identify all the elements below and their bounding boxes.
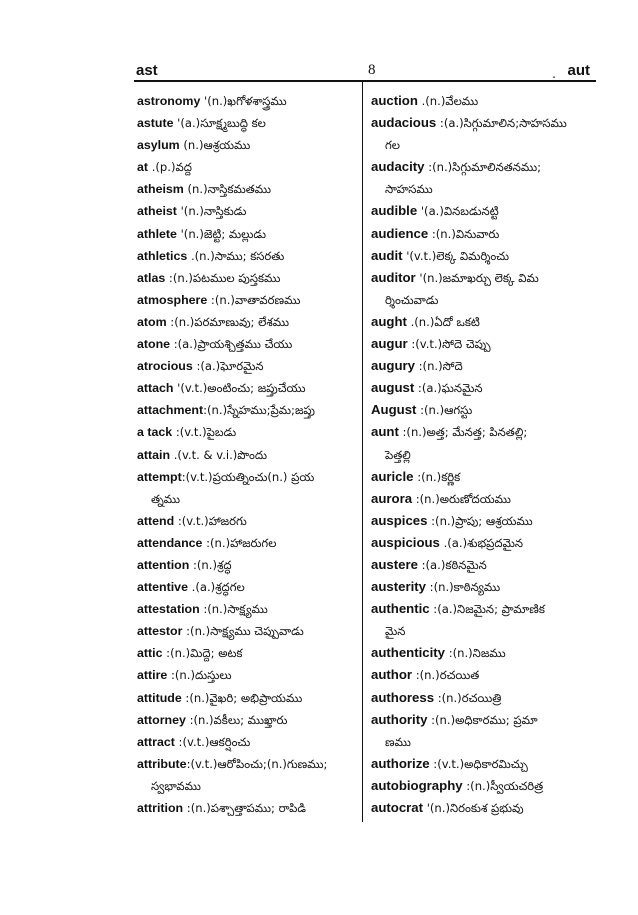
entry-headword: atone [137,337,171,352]
dictionary-entry [371,421,597,443]
dictionary-entry [137,620,359,642]
entry-definition: :(n.)కాఠిన్యము [425,580,501,595]
entry-definition: మైన [385,624,406,639]
entry-headword: attendance [137,535,203,550]
entry-definition: .(n.)వేలము [417,94,479,108]
dictionary-entry [137,664,359,686]
dictionary-entry [137,377,359,399]
entry-definition: :(v.t.)ప్రయత్నించు(n.) ప్రయ [181,469,315,484]
entry-headword: auditor [371,269,416,285]
entry-continuation [371,731,597,753]
entry-headword: attestor [137,624,183,639]
dictionary-entry [137,311,359,333]
entry-headword: athlete [137,226,177,241]
entry-definition: :(n.)నిజము [445,646,506,661]
entry-headword: attestation [137,602,200,617]
entry-definition: :(n.)పశ్చాత్తాపము; రాపిడి [183,801,306,815]
entry-headword: auricle [371,468,414,484]
dictionary-entry [371,775,597,797]
dictionary-entry [371,510,597,532]
header-rule [134,80,596,82]
entry-definition: :(n.)సిగ్గుమాలినతనము; [424,160,542,175]
entry-definition: '(n.)నిరంకుశ ప్రభువు [423,801,524,815]
entry-headword: a tack [137,425,173,440]
dictionary-entry [371,554,597,576]
dictionary-entry [371,311,597,333]
dictionary-entry [137,178,359,200]
dictionary-entry [371,642,597,664]
entry-headword: atlas [137,270,166,285]
entry-definition: '(n.)జెట్టి; మల్లుడు [176,226,266,241]
entry-headword: attain [137,447,171,462]
entry-definition: :(v.t.)ఆకర్షించు [174,734,251,749]
entry-definition: :(n.)సోదె [414,359,463,374]
entry-definition: :(a.)నిజమైన; ప్రామాణిక [429,602,545,617]
entry-definition: .(n.)సాము; కసరతు [187,248,285,263]
entry-definition: '(a.)సూక్ష్మబుద్ధి కల [173,116,266,131]
entry-definition: :(v.t.)పైబడు [172,425,237,440]
dictionary-entry [137,554,359,576]
entry-headword: austerity [371,579,426,595]
entry-headword: attitude [137,690,182,705]
entry-definition: :(n.)హాజరుగల [202,535,277,550]
entry-headword: austere [371,556,418,572]
dictionary-entry [371,753,597,775]
entry-headword: atheism [137,182,184,197]
dictionary-entry [371,333,597,355]
entry-definition: .(n.)ఏదో ఒకటి [406,314,480,329]
entry-headword: attachment [137,403,204,418]
header-guide-word-left: ast [136,62,158,79]
dictionary-entry [137,576,359,598]
entry-definition: :(n.)అరుణోదయము [412,491,511,506]
entry-headword: audible [371,203,418,219]
entry-definition: .(a.)శ్రద్ధగల [187,580,245,595]
entry-definition: :(n.)పటముల పుస్తకము [165,270,281,285]
dictionary-entry [137,223,359,245]
entry-headword: attorney [137,712,186,727]
entry-headword: attrition [137,801,184,815]
dictionary-entry [371,576,597,598]
entry-definition: '(a.)వినబడునట్టి [417,204,499,219]
dictionary-entry [371,687,597,709]
entry-definition: గల [385,138,400,153]
entry-definition: :(n.)ప్రాపు; ఆశ్రయము [427,513,533,528]
dictionary-entry [137,731,359,753]
dictionary-entry [371,797,597,819]
entry-headword: atmosphere [137,292,208,307]
entry-headword: audience [371,225,429,241]
entry-headword: atom [137,314,167,329]
dictionary-entry [137,421,359,443]
dictionary-entry [137,355,359,377]
dictionary-entry [137,245,359,267]
entry-headword: atrocious [137,359,193,374]
entry-definition: :(n.)స్నేహము;ప్రేమ;జప్తు [203,403,315,418]
dictionary-entry [371,532,597,554]
dictionary-entry [371,223,597,245]
entry-headword: auspices [371,512,428,528]
entry-definition: '(n.)ఖగోళశాస్త్రము [200,94,287,108]
dictionary-entry [371,156,597,178]
entry-headword: attend [137,513,175,528]
entry-definition: .(v.t. & v.i.)పొందు [170,447,268,462]
entry-definition: '(n.)జమాఖర్చు లెక్క విమ [415,270,539,285]
dictionary-entry [371,598,597,620]
entry-headword: aught [371,313,407,329]
dictionary-entry [371,664,597,686]
entry-headword: autocrat [371,800,424,815]
entry-definition: :(n.)దుస్తులు [167,668,232,683]
entry-definition: ణము [385,734,411,749]
entry-headword: augury [371,358,415,374]
entry-definition: :(n.)ఆగస్టు [416,403,473,418]
entry-definition: .(a.)శుభప్రదమైన [439,535,524,550]
dictionary-entry [137,598,359,620]
entry-definition: :(n.)అత్త; మేనత్త; పినతల్లి; [398,425,528,440]
entry-definition: '(v.t.)లెక్క విమర్శించు [402,248,510,263]
dictionary-entry [137,267,359,289]
entry-definition: త్నము [151,491,181,506]
entry-continuation [371,134,597,156]
entry-definition: :(a.)కఠినమైన [417,557,487,572]
entry-definition: (n.)ఆశ్రయము [179,138,251,153]
dictionary-entry [137,90,359,112]
entry-headword: authorize [371,755,430,771]
dictionary-entry [371,399,597,421]
entry-headword: attract [137,734,175,749]
header-guide-word-right: aut [567,62,590,79]
entry-headword: attach [137,381,174,396]
entry-definition: :(a.)సిగ్గుమాలిన;సాహసము [436,116,567,131]
entry-headword: atheist [137,204,177,219]
entry-definition: :(n.)కర్ణిక [413,469,461,484]
entry-headword: authoress [371,689,435,705]
entry-headword: author [371,667,413,683]
column-divider [362,82,363,822]
dictionary-entry [137,753,359,775]
left-column [137,90,359,819]
dictionary-entry [137,399,359,421]
dictionary-entry [137,532,359,554]
entry-headword: audacious [371,115,437,131]
page-number: 8 [368,62,376,78]
entry-headword: attic [137,646,163,661]
entry-headword: audit [371,247,403,263]
entry-definition: :(v.t.)సోదె చెప్పు [407,337,491,352]
entry-definition: :(n.)వైఖరి; అభిప్రాయము [181,690,303,705]
entry-headword: astute [137,116,174,131]
entry-definition: :(v.t.)అధికారమిచ్చు [429,756,528,771]
dictionary-entry [137,112,359,134]
entry-headword: astronomy [137,94,201,108]
dictionary-entry [371,377,597,399]
entry-headword: authentic [371,601,430,617]
entry-definition: సాహసము [385,182,433,197]
entry-headword: August [371,402,417,418]
entry-definition: :(a.)ప్రాయశ్చిత్తము చేయు [170,337,293,352]
entry-continuation [137,775,359,797]
entry-definition: '(n.)నాస్తికుడు [176,204,247,219]
dictionary-entry [371,245,597,267]
dictionary-entry [137,687,359,709]
dictionary-entry [371,267,597,289]
dictionary-entry [137,289,359,311]
entry-definition: :(n.)రచయిత్రి [434,690,502,705]
entry-headword: auspicious [371,534,440,550]
dictionary-entry [137,466,359,488]
entry-definition: .(p.)వద్ద [148,160,192,175]
entry-continuation [371,289,597,311]
entry-headword: aunt [371,424,399,440]
entry-continuation [371,444,597,466]
entry-headword: augur [371,336,408,352]
entry-definition: :(n.)వినువారు [428,226,500,241]
entry-definition: ర్శించువాడు [385,292,439,307]
dictionary-entry [371,112,597,134]
dictionary-entry [371,90,597,112]
dictionary-entry [371,355,597,377]
entry-definition: :(n.)రచయిత [412,668,480,683]
dictionary-entry [371,709,597,731]
entry-definition: :(n.)అధికారము; ప్రమా [427,712,538,727]
dictionary-entry [137,200,359,222]
entry-headword: athletics [137,248,188,263]
entry-definition: :(n.)వకీలు; ముఖ్తారు [185,712,288,727]
dictionary-entry [371,466,597,488]
dictionary-entry [137,333,359,355]
entry-headword: audacity [371,159,425,175]
entry-headword: attire [137,668,168,683]
entry-definition: :(v.t.)హాజరగు [174,513,247,528]
entry-headword: asylum [137,138,180,153]
dictionary-entry [137,510,359,532]
entry-definition: స్వభావము [151,778,201,793]
header-dot: . [552,67,556,81]
entry-definition: :(n.)సాక్ష్యము చెప్పువాడు [182,624,304,639]
dictionary-entry [137,797,359,819]
entry-definition: (n.)నాస్తికమతము [183,182,272,197]
entry-definition: :(n.)వాతావరణము [207,292,301,307]
entry-definition: :(n.)శ్రద్ధ [189,557,232,572]
right-column [371,90,597,819]
entry-definition: :(n.)మిద్దె; అటక [162,646,243,661]
entry-headword: aurora [371,490,413,506]
entry-continuation [137,488,359,510]
dictionary-entry [137,709,359,731]
entry-continuation [371,620,597,642]
entry-headword: attentive [137,580,188,595]
dictionary-entry [137,134,359,156]
dictionary-entry [137,642,359,664]
entry-definition: :(v.t.)ఆరోపించు;(n.)గుణము; [186,756,328,771]
entry-definition: :(n.)స్వీయచరిత్ర [462,778,544,793]
dictionary-entry [137,156,359,178]
entry-headword: authenticity [371,645,446,661]
entry-definition: :(a.)ఘనమైన [414,381,483,396]
entry-definition: :(a.)ఘోరమైన [192,359,264,374]
entry-definition: పెత్తల్లి [385,447,411,462]
entry-headword: attention [137,557,190,572]
dictionary-entry [371,200,597,222]
entry-definition: :(n.)పరమాణువు; లేశము [166,314,290,329]
entry-headword: auction [371,93,418,108]
entry-headword: at [137,160,149,175]
entry-definition: :(n.)సాక్ష్యము [199,602,268,617]
entry-headword: attribute [137,756,187,771]
entry-definition: '(v.t.)అంటించు; జప్తుచేయు [173,381,306,396]
dictionary-entry [371,488,597,510]
entry-continuation [371,178,597,200]
entry-headword: authority [371,711,428,727]
entry-headword: august [371,380,415,396]
entry-headword: attempt [137,469,182,484]
entry-headword: autobiography [371,777,463,793]
dictionary-entry [137,444,359,466]
